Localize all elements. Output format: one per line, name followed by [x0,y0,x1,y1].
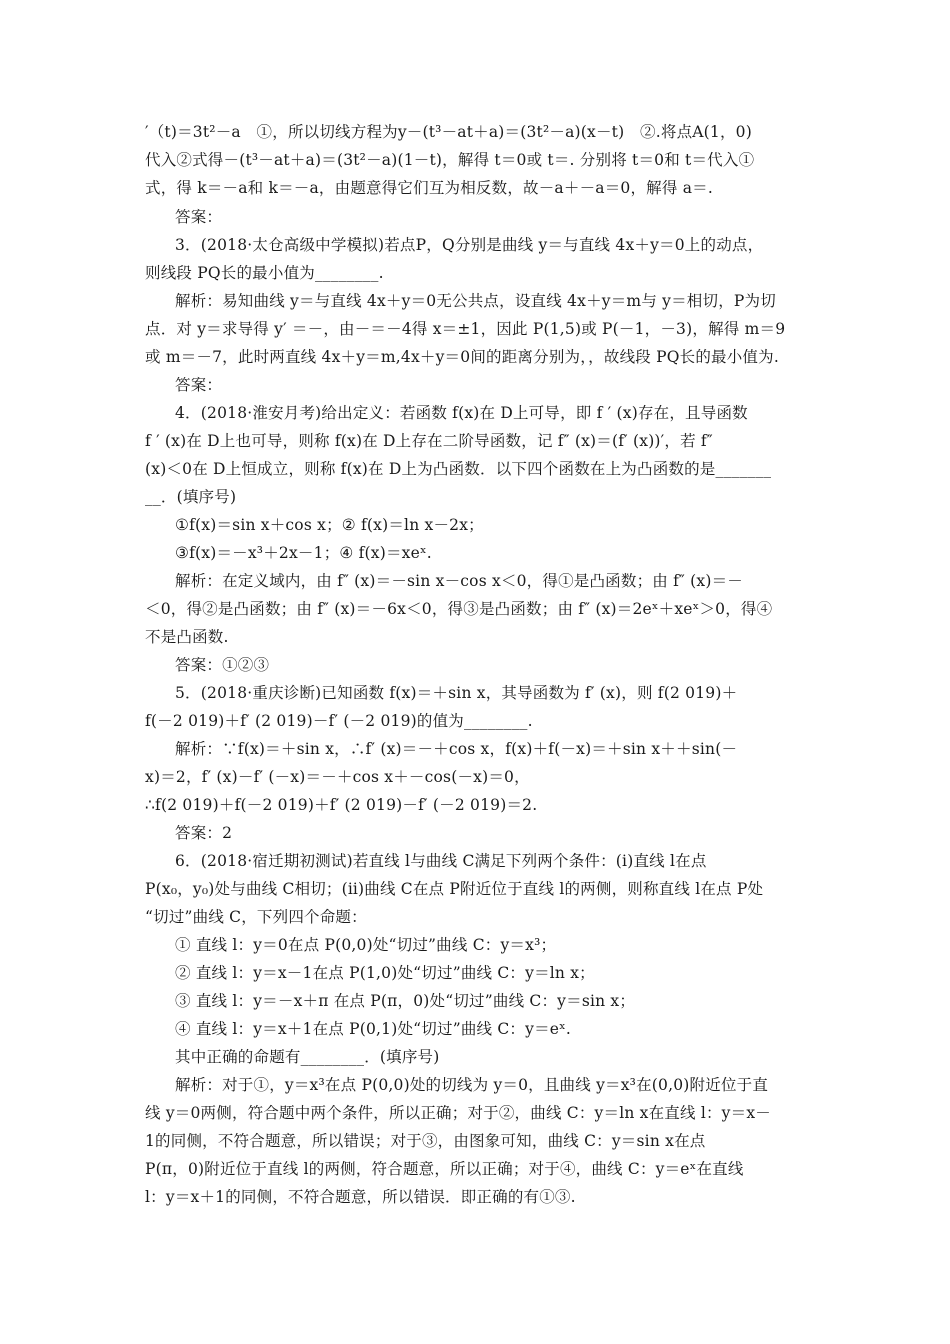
text-line: P(π，0)附近位于直线 l的两侧，符合题意，所以正确；对于④，曲线 C：y＝eˣ在直线 [145,1160,744,1178]
option-line: ① 直线 l：y＝0在点 P(0,0)处“切过”曲线 C：y＝x³； [175,936,557,954]
option-line: ③ 直线 l：y＝－x＋π 在点 P(π，0)处“切过”曲线 C：y＝sin x； [175,992,636,1010]
text-line: x)＝2，f′ (x)－f′ (－x)＝－＋cos x＋－cos(－x)＝0， [145,768,530,786]
answer-text: 答案：2 [175,824,233,842]
text-line: f ′ (x)在 D上也可导，则称 f(x)在 D上存在二阶导函数，记 f″ (x)＝(f′ (x))′，若 f″ [145,432,713,450]
text-line: 点．对 y＝求导得 y′ ＝－，由－＝－4得 x＝±1，因此 P(1,5)或 P(－1，－3)，解得 m＝9 [145,320,786,338]
option-line: ①f(x)＝sin x＋cos x；② f(x)＝ln x－2x； [175,516,484,534]
answer-text: 答案：①②③ [175,656,270,674]
text-line: ＜0，得②是凸函数；由 f″ (x)＝－6x＜0，得③是凸函数；由 f″ (x)＝2eˣ＋xeˣ＞0，得④ [145,600,773,618]
question-5-text: 5．(2018·重庆诊断)已知函数 f(x)＝＋sin x，其导函数为 f′ (x)，则 f(2 019)＋ [175,684,738,702]
text-line: “切过”曲线 C，下列四个命题： [145,908,367,926]
solution-text: 解析：在定义域内，由 f″ (x)＝－sin x－cos x＜0，得①是凸函数；由 f″ (x)＝－ [175,572,743,590]
text-line: 1的同侧，不符合题意，所以错误；对于③，由图象可知，曲线 C：y＝sin x在点 [145,1132,706,1150]
question-prompt: 其中正确的命题有________．(填序号) [175,1048,440,1066]
text-line: P(x₀，y₀)处与曲线 C相切；(ⅱ)曲线 C在点 P附近位于直线 l的两侧，则称直线 l在点 P处 [145,880,764,898]
option-line: ④ 直线 l：y＝x＋1在点 P(0,1)处“切过”曲线 C：y＝eˣ. [175,1020,572,1038]
text-line: 式，得 k＝－a和 k＝－a，由题意得它们互为相反数，故－a＋－a＝0，解得 a＝. [145,179,713,197]
answer-label: 答案： [175,376,223,394]
text-line: 不是凸函数. [145,628,229,646]
question-4-text: 4．(2018·淮安月考)给出定义：若函数 f(x)在 D上可导，即 f ′ (x)存在，且导函数 [175,404,748,422]
solution-text: 解析：对于①，y＝x³在点 P(0,0)处的切线为 y＝0，且曲线 y＝x³在(0,0)附近位于直 [175,1076,769,1094]
question-3-text: 3．(2018·太仓高级中学模拟)若点P，Q分别是曲线 y＝与直线 4x＋y＝0上的动点， [175,236,764,254]
text-line: __．(填序号) [145,488,237,506]
text-line: ′（t)＝3t²－a ①，所以切线方程为y－(t³－at＋a)＝(3t²－a)(x－t) ②.将点A(1，0) [145,123,752,141]
question-6-text: 6．(2018·宿迁期初测试)若直线 l与曲线 C满足下列两个条件：(ⅰ)直线 l在点 [175,852,707,870]
text-line: 代入②式得－(t³－at＋a)＝(3t²－a)(1－t)，解得 t＝0或 t＝. 分别将 t＝0和 t＝代入① [145,151,755,169]
option-line: ② 直线 l：y＝x－1在点 P(1,0)处“切过”曲线 C：y＝ln x； [175,964,595,982]
solution-text: 解析：易知曲线 y＝与直线 4x＋y＝0无公共点，设直线 4x＋y＝m与 y＝相切，P为切 [175,292,776,310]
text-line: f(－2 019)＋f′ (2 019)－f′ (－2 019)的值为________. [145,712,533,730]
text-line: ∴f(2 019)＋f(－2 019)＋f′ (2 019)－f′ (－2 019)＝2. [145,796,538,814]
text-line: (x)＜0在 D上恒成立，则称 f(x)在 D上为凸函数．以下四个函数在上为凸函数的是_______ [145,460,772,478]
solution-text: 解析：∵f(x)＝＋sin x，∴f′ (x)＝－＋cos x，f(x)＋f(－x)＝＋sin x＋＋sin(－ [175,740,738,758]
answer-label: 答案： [175,208,223,226]
option-line: ③f(x)＝－x³＋2x－1；④ f(x)＝xeˣ. [175,544,432,562]
text-line: 则线段 PQ长的最小值为________. [145,264,384,282]
text-line: 或 m＝－7，此时两直线 4x＋y＝m,4x＋y＝0间的距离分别为，，故线段 PQ长的最小值为. [145,348,779,366]
text-line: l：y＝x＋1的同侧，不符合题意，所以错误．即正确的有①③. [145,1188,576,1206]
text-line: 线 y＝0两侧，符合题中两个条件，所以正确；对于②，曲线 C：y＝ln x在直线 l：y＝x－ [145,1104,771,1122]
